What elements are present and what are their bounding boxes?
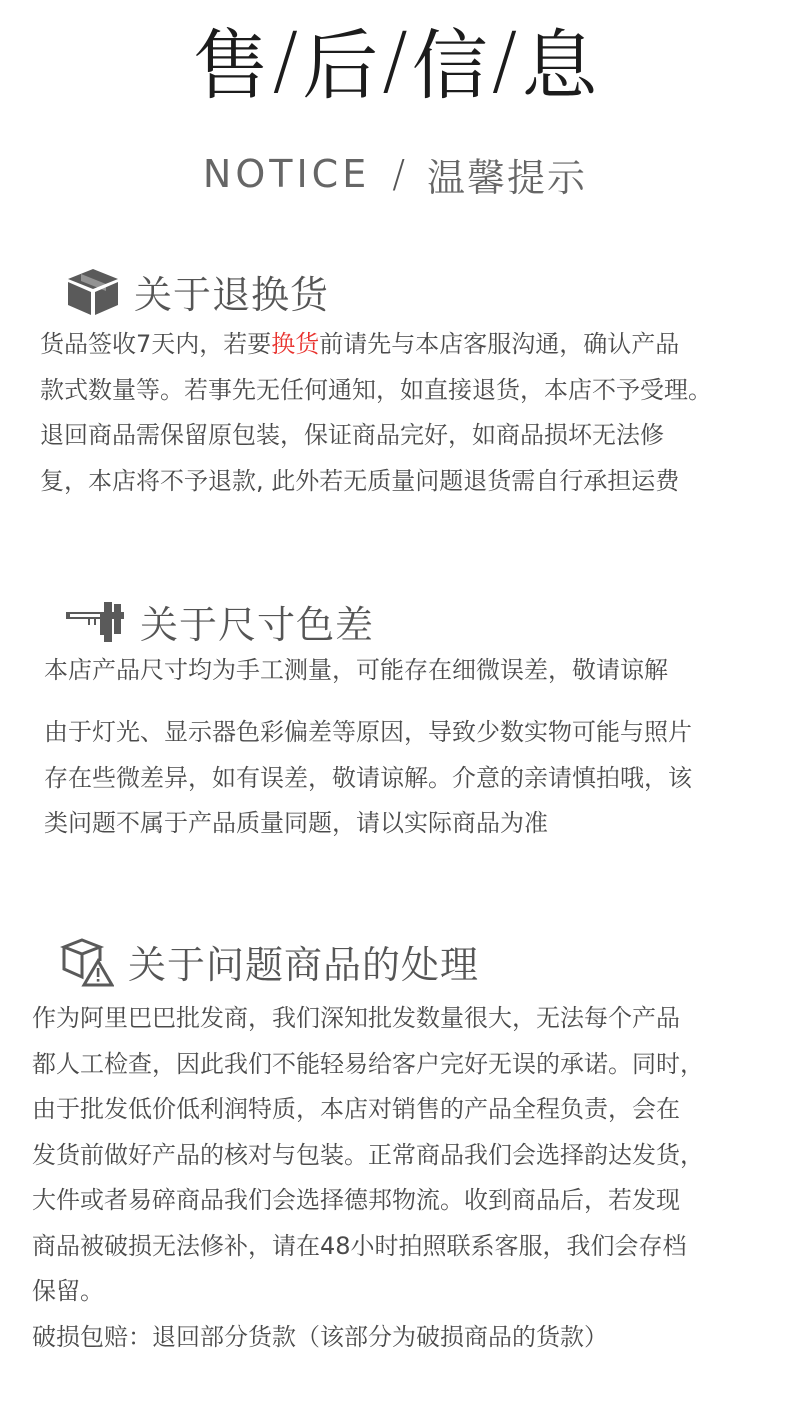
returns-line: 退回商品需保留原包装，保证商品完好，如商品损坏无法修: [40, 421, 664, 449]
title-char: 信: [411, 20, 488, 110]
title-separator: /: [272, 14, 299, 104]
page-title: [0, 14, 790, 110]
problem-line: 破损包赔：退回部分货款（该部分为破损商品的货款）: [32, 1322, 608, 1351]
problem-line: 由于批发低价低利润特质，本店对销售的产品全程负责，会在: [32, 1095, 680, 1123]
notice-slash: /: [392, 152, 406, 196]
problem-heading-text: 关于问题商品的处理: [128, 943, 480, 987]
title-char: 息: [521, 20, 598, 110]
returns-line: 款式数量等。若事先无任何通知，如直接退货，本店不予受理。: [40, 375, 712, 404]
box-warning-icon: [60, 937, 114, 987]
problem-section-heading: [60, 934, 479, 989]
returns-body: [40, 322, 712, 504]
size-heading-text: 关于尺寸色差: [140, 603, 375, 647]
problem-line: 都人工检查，因此我们不能轻易给客户完好无误的承诺。同时，: [32, 1049, 704, 1078]
size-section-heading: [64, 594, 374, 649]
problem-line: 保留。: [32, 1277, 104, 1305]
problem-body: [32, 996, 704, 1360]
returns-line1-pre: 货品签收7天内，若要: [40, 330, 272, 358]
caliper-icon: [64, 600, 126, 644]
size-color-body: [44, 710, 692, 847]
size-measure-text: [44, 648, 668, 694]
returns-highlight: 换货: [271, 330, 320, 358]
size-line: 存在些微差异，如有误差，敬请谅解。介意的亲请慎拍哦，该: [44, 763, 692, 792]
notice-en: NOTICE: [202, 152, 371, 196]
returns-line: 复，本店将不予退款, 此外若无质量问题退货需自行承担运费: [40, 466, 680, 495]
problem-line: 商品被破损无法修补，请在48小时拍照联系客服，我们会存档: [32, 1231, 687, 1260]
title-char: 售: [192, 20, 269, 110]
title-char: 后: [302, 20, 379, 110]
problem-line: 作为阿里巴巴批发商，我们深知批发数量很大，无法每个产品: [32, 1004, 680, 1032]
returns-line1-post: 前请先与本店客服沟通，确认产品: [319, 330, 680, 358]
returns-heading-text: 关于退换货: [134, 273, 330, 317]
notice-cn: 温馨提示: [427, 155, 588, 200]
size-measure-line: 本店产品尺寸均为手工测量，可能存在细微误差，敬请谅解: [44, 656, 668, 684]
problem-line: 大件或者易碎商品我们会选择德邦物流。收到商品后，若发现: [32, 1186, 680, 1214]
problem-line: 发货前做好产品的核对与包装。正常商品我们会选择韵达发货，: [32, 1140, 704, 1169]
title-separator: /: [382, 14, 408, 104]
notice-subtitle: [0, 146, 790, 202]
title-separator: /: [491, 14, 518, 104]
size-line: 由于灯光、显示器色彩偏差等原因，导致少数实物可能与照片: [44, 718, 692, 746]
box-icon: [66, 267, 120, 317]
returns-section-heading: [66, 264, 329, 319]
size-line: 类问题不属于产品质量同题，请以实际商品为准: [44, 809, 548, 837]
returns-line: [40, 322, 712, 368]
